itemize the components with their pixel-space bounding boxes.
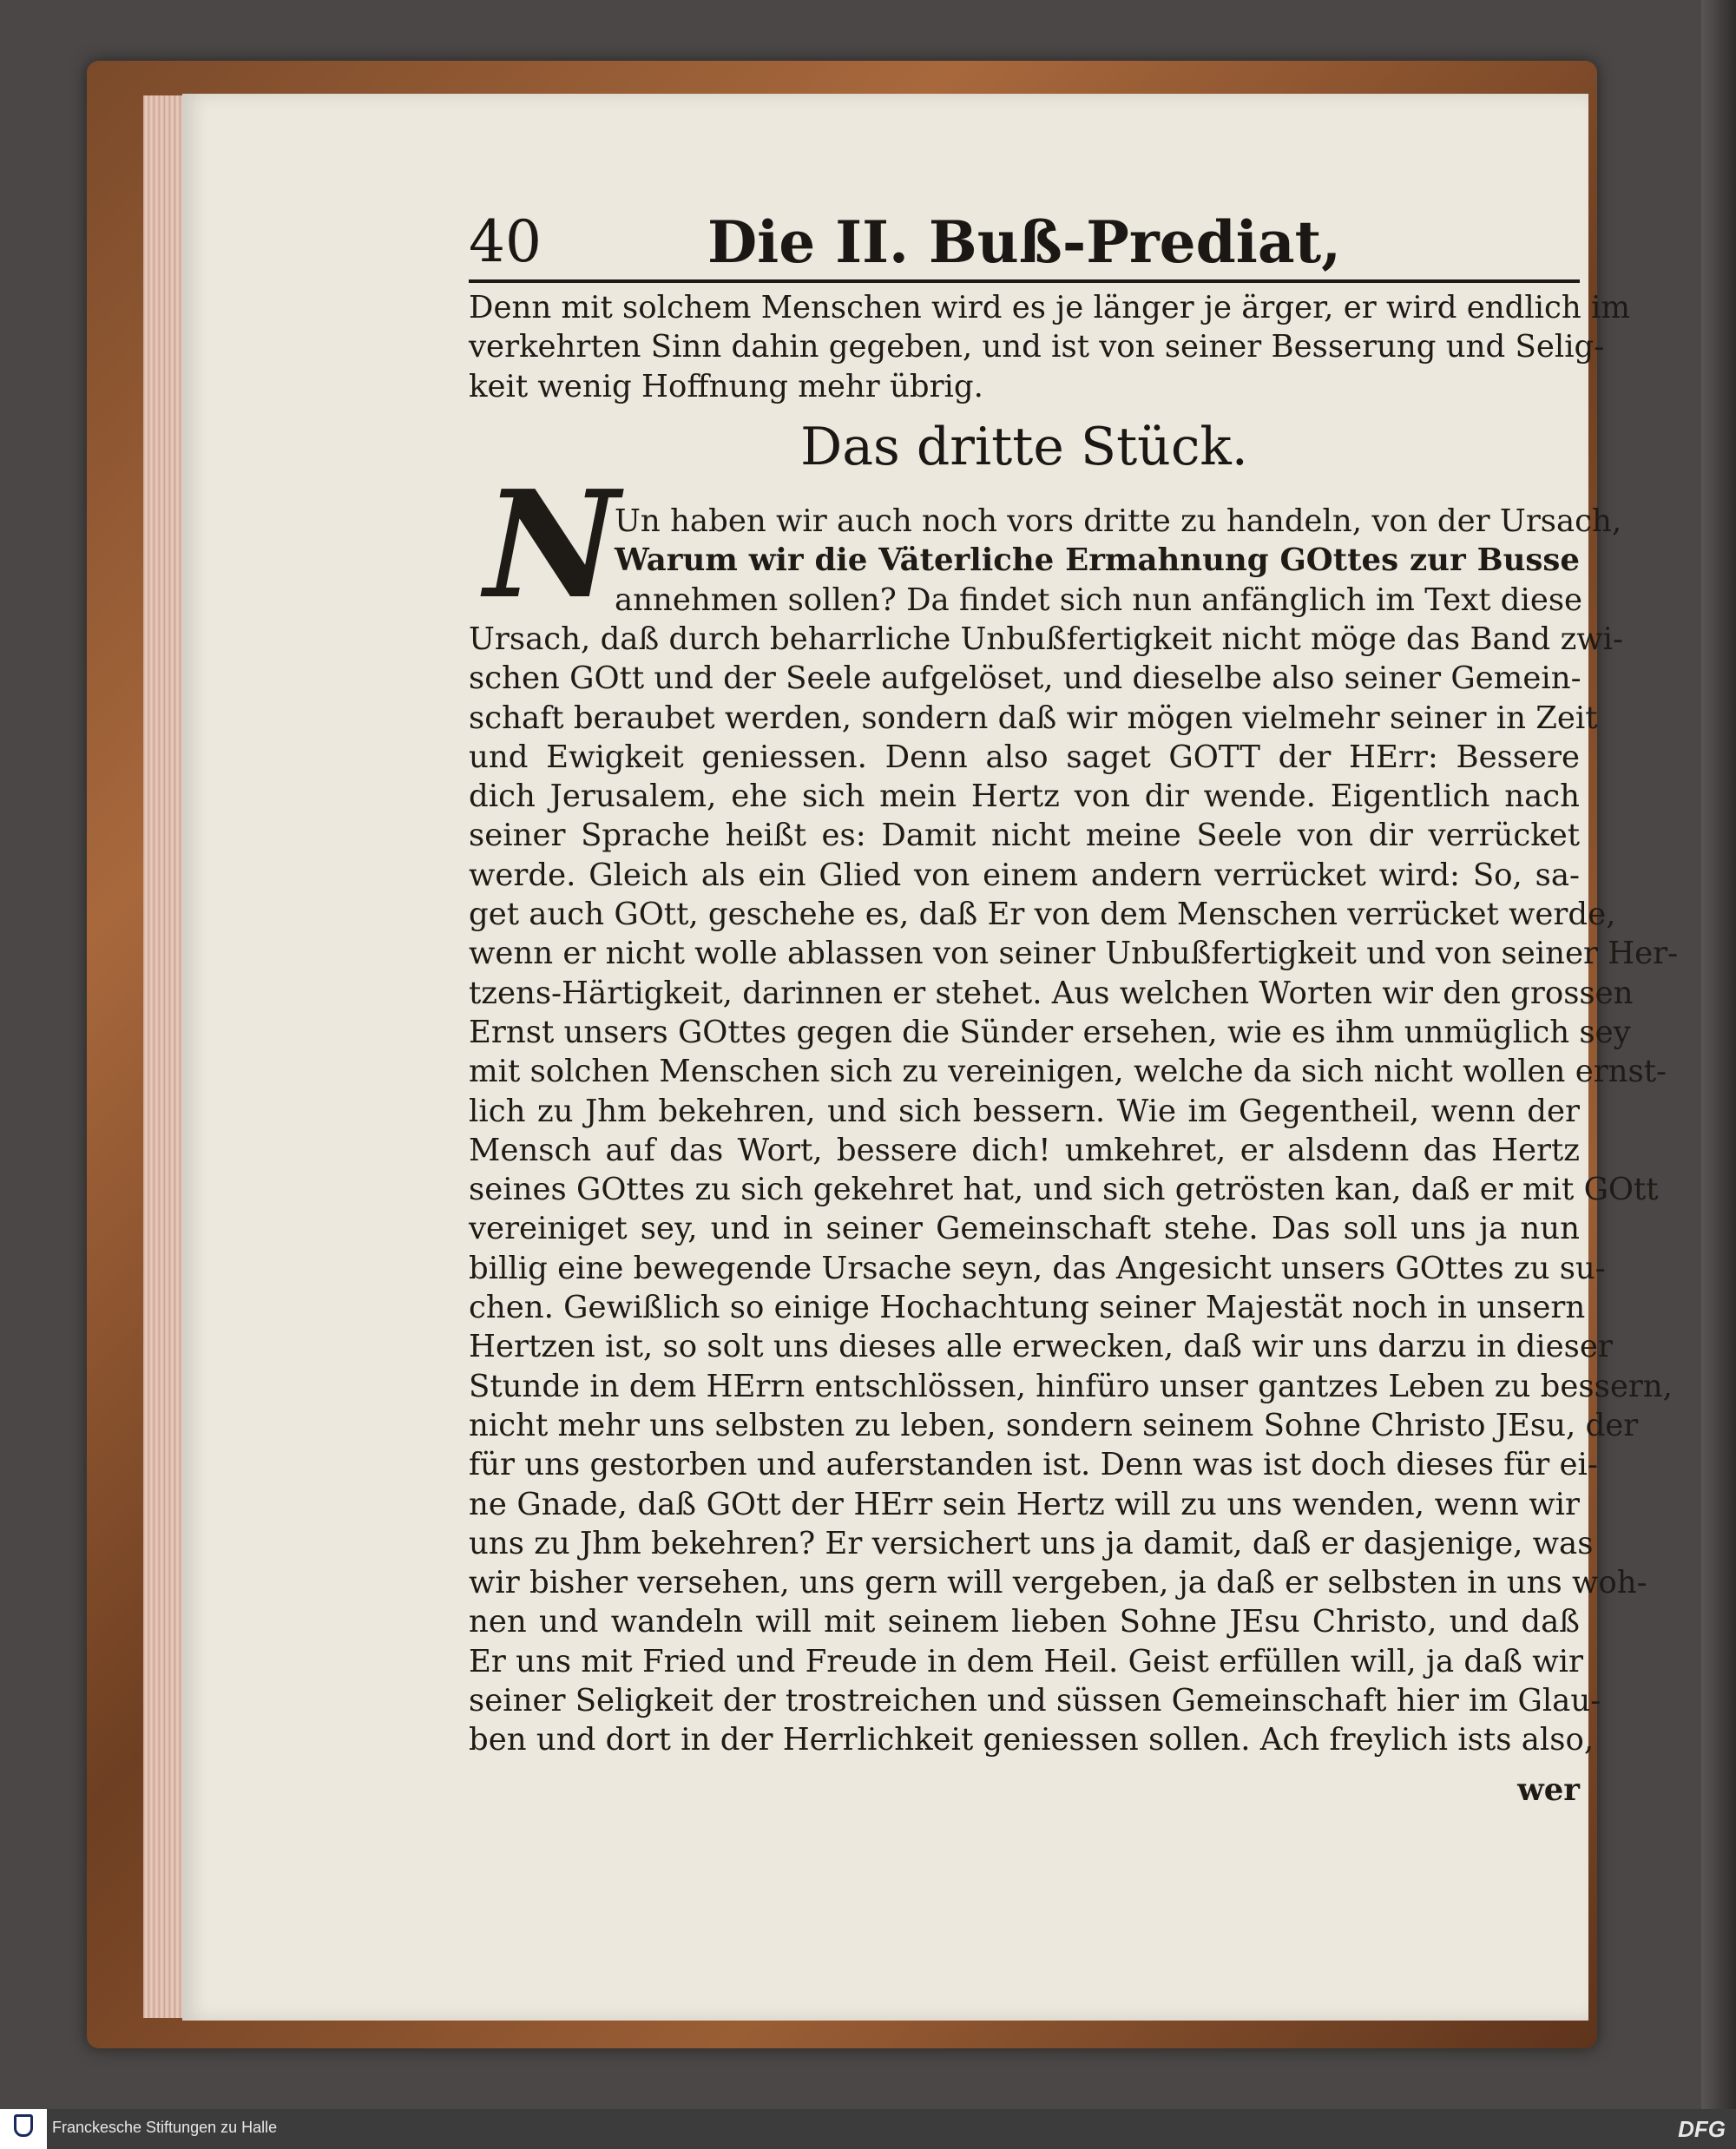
text-line: nen und wandeln will mit seinem lieben Sohne JEsu Christo, und daß <box>469 1604 1580 1640</box>
dfg-logo[interactable]: DFG <box>1678 2116 1726 2142</box>
running-title: Die II. Buß-Prediat, <box>707 208 1342 276</box>
text-line: Er uns mit Fried und Freude in dem Heil. Geist erfüllen will, ja daß wir <box>469 1643 1583 1679</box>
paragraph-opening <box>615 502 1622 620</box>
catchword: wer <box>1517 1772 1580 1808</box>
text-line: Mensch auf das Wort, bessere dich! umkehret, er alsdenn das Hertz <box>469 1132 1580 1168</box>
text-line: Ursach, daß durch beharrliche Unbußfertigkeit nicht möge das Band zwi- <box>469 621 1624 657</box>
text-line: schen GOtt und der Seele aufgelöset, und dieselbe also seiner Gemein- <box>469 660 1581 697</box>
text-line: nicht mehr uns selbsten zu leben, sondern seinem Sohne Christo JEsu, der <box>469 1407 1639 1443</box>
text-line: ne Gnade, daß GOtt der HErr sein Hertz will zu uns wenden, wenn wir <box>469 1486 1580 1522</box>
text-line: wenn er nicht wolle ablassen von seiner Unbußfertigkeit und von seiner Her- <box>469 936 1679 972</box>
text-line: tzens-Härtigkeit, darinnen er stehet. Aus welchen Worten wir den grossen <box>469 975 1634 1011</box>
text-line: mit solchen Menschen sich zu vereinigen, welche da sich nicht wollen ernst- <box>469 1054 1667 1090</box>
text-line: Hertzen ist, so solt uns dieses alle erwecken, daß wir uns darzu in dieser <box>469 1329 1613 1365</box>
text-line: seiner Sprache heißt es: Damit nicht meine Seele von dir verrücket <box>469 818 1580 854</box>
text-line: lich zu Jhm bekehren, und sich bessern. Wie im Gegentheil, wenn der <box>469 1093 1580 1129</box>
header-rule <box>469 279 1580 283</box>
text-line: keit wenig Hoffnung mehr übrig. <box>469 368 983 404</box>
page-number: 40 <box>469 208 542 275</box>
text-line: dich Jerusalem, ehe sich mein Hertz von dir wende. Eigentlich nach <box>469 779 1580 815</box>
text-line: Stunde in dem HErrn entschlössen, hinfüro unser gantzes Leben zu bessern, <box>469 1368 1673 1404</box>
text-line: chen. Gewißlich so einige Hochachtung seiner Majestät noch in unsern <box>469 1290 1586 1326</box>
text-line: Ernst unsers GOttes gegen die Sünder ersehen, wie es ihm unmüglich sey <box>469 1014 1631 1050</box>
text-line: get auch GOtt, geschehe es, daß Er von dem Menschen verrücket werde, <box>469 897 1616 933</box>
text-line: billig eine bewegende Ursache seyn, das Angesicht unsers GOttes zu su- <box>469 1250 1606 1286</box>
decorated-initial: N <box>484 458 620 632</box>
text-line: vereiniget sey, und in seiner Gemeinschaft stehe. Das soll uns ja nun <box>469 1211 1580 1247</box>
text-line: uns zu Jhm bekehren? Er versichert uns ja damit, daß er dasjenige, was <box>469 1525 1594 1561</box>
institution-name[interactable]: Franckesche Stiftungen zu Halle <box>52 2119 278 2136</box>
text-line: seiner Seligkeit der trostreichen und süssen Gemeinschaft hier im Glau- <box>469 1683 1601 1719</box>
main-paragraph <box>469 620 1679 1760</box>
text-line: Un haben wir auch noch vors dritte zu handeln, von der Ursach, <box>615 503 1622 539</box>
text-line: für uns gestorben und auferstanden ist. Denn was ist doch dieses für ei- <box>469 1447 1598 1483</box>
crest-icon <box>14 2114 33 2137</box>
section-heading: Das dritte Stück. <box>800 417 1248 477</box>
text-line: Denn mit solchem Menschen wird es je länger je ärger, er wird endlich im <box>469 290 1631 325</box>
text-line: schaft beraubet werden, sondern daß wir mögen vielmehr seiner in Zeit <box>469 700 1598 736</box>
text-line: wir bisher versehen, uns gern will vergeben, ja daß er selbsten in uns woh- <box>469 1565 1647 1601</box>
text-line: und Ewigkeit geniessen. Denn also saget GOTT der HErr: Bessere <box>469 739 1580 775</box>
viewer-footer <box>0 2109 1736 2149</box>
text-line: verkehrten Sinn dahin gegeben, und ist von seiner Besserung und Selig- <box>469 329 1605 365</box>
page-header <box>469 208 1580 278</box>
institution-logo[interactable] <box>0 2109 47 2149</box>
text-line: annehmen sollen? Da findet sich nun anfänglich im Text diese <box>615 582 1583 618</box>
text-line: werde. Gleich als ein Glied von einem andern verrücket wird: So, sa- <box>469 857 1580 893</box>
text-line: Warum wir die Väterliche Ermahnung GOttes zur Busse <box>615 542 1580 579</box>
intro-paragraph <box>469 288 1631 406</box>
text-line: ben und dort in der Herrlichkeit geniessen sollen. Ach freylich ists also, <box>469 1722 1595 1758</box>
scan-edge <box>1701 0 1736 2109</box>
text-line: seines GOttes zu sich gekehret hat, und sich getrösten kan, daß er mit GOtt <box>469 1172 1659 1208</box>
